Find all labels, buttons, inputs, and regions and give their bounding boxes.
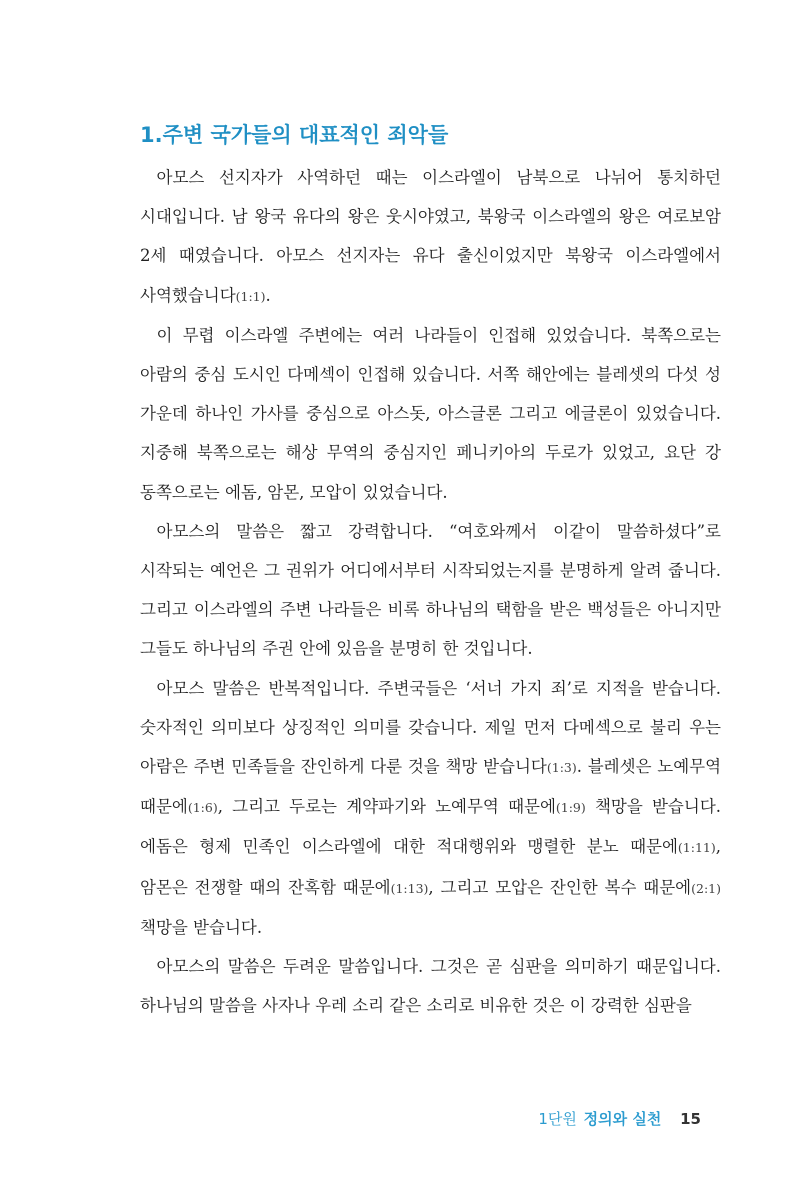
paragraph-text: 책망을 받습니다. 에돔은 형제 민족인 이스라엘에 대한 적대행위와 맹렬한 분노 때문에 (140, 797, 721, 857)
paragraph-text: 이 무렵 이스라엘 주변에는 여러 나라들이 인접해 있었습니다. 북쪽으로는 아람의 중심 도시인 다메섹이 인접해 있습니다. 서쪽 해안에는 블레셋의 다섯 성 가운데 하나인 가사를 중심으로 아스돗, 아스글론 그리고 에글론이 있었습니다. 지중해 북쪽으로는 해상 무역의 중심지인 페니키아의 두로가 있었고, 요단 강 동쪽으로는 에돔, 암몬, 모압이 있었습니다. (140, 325, 721, 502)
paragraph-text: 아모스의 말씀은 짧고 강력합니다. “여호와께서 이같이 말씀하셨다”로 시작되는 예언은 그 권위가 어디에서부터 시작되었는지를 분명하게 알려 줍니다. 그리고 이스라엘의 주변 나라들은 비록 하나님의 택함을 받은 백성들은 아니지만 그들도 하나님의 주권 안에 있음을 분명히 한 것입니다. (140, 521, 721, 659)
scripture-reference: (1:3) (546, 760, 577, 776)
page-footer (538, 1107, 701, 1131)
body-text (140, 158, 721, 1025)
scripture-reference: (1:11) (677, 840, 716, 856)
paragraph-text: 아모스의 말씀은 두려운 말씀입니다. 그것은 곧 심판을 의미하기 때문입니다. 하나님의 말씀을 사자나 우레 소리 같은 소리로 비유한 것은 이 강력한 심판을 (140, 957, 721, 1016)
scripture-reference: (1:13) (390, 880, 429, 896)
footer-chapter-title: 정의와 실천 (583, 1110, 662, 1128)
paragraph (140, 158, 721, 316)
paragraph (140, 669, 721, 947)
paragraph-text: 책망을 받습니다. (140, 917, 263, 937)
paragraph-text: 아모스 말씀은 반복적입니다. 주변국들은 ‘서너 가지 죄’로 지적을 받습니다. 숫자적인 의미보다 상징적인 의미를 갖습니다. 제일 먼저 다메섹으로 불리 우는 아람은 주변 민족들을 잔인하게 다룬 것을 책망 받습니다 (140, 678, 721, 777)
paragraph-text: . 블레셋은 노예무역 때문에 (140, 757, 722, 817)
scripture-reference: (1:1) (235, 288, 266, 304)
paragraph (140, 316, 721, 512)
paragraph-text: 아모스 선지자가 사역하던 때는 이스라엘이 남북으로 나뉘어 통치하던 시대입니다. 남 왕국 유다의 왕은 웃시야였고, 북왕국 이스라엘의 왕은 여로보암 2세 때였습니다. 아모스 선지자는 유다 출신이었지만 북왕국 이스라엘에서 사역했습니다 (140, 168, 721, 305)
paragraph (140, 947, 721, 1025)
paragraph (140, 512, 721, 669)
footer-unit: 1단원 (538, 1110, 577, 1128)
scripture-reference: (1:9) (555, 800, 586, 816)
paragraph-text: , 그리고 두로는 계약파기와 노예무역 때문에 (217, 797, 556, 817)
scripture-reference: (2:1) (691, 880, 721, 896)
scripture-reference: (1:6) (187, 800, 218, 816)
paragraph-text: , 그리고 모압은 잔인한 복수 때문에 (428, 877, 692, 897)
page-number: 15 (680, 1110, 701, 1128)
section-title: 1.주변 국가들의 대표적인 죄악들 (140, 123, 449, 147)
paragraph-text: . (265, 285, 271, 305)
paragraph-text: , 암몬은 전쟁할 때의 잔혹함 때문에 (140, 837, 721, 897)
